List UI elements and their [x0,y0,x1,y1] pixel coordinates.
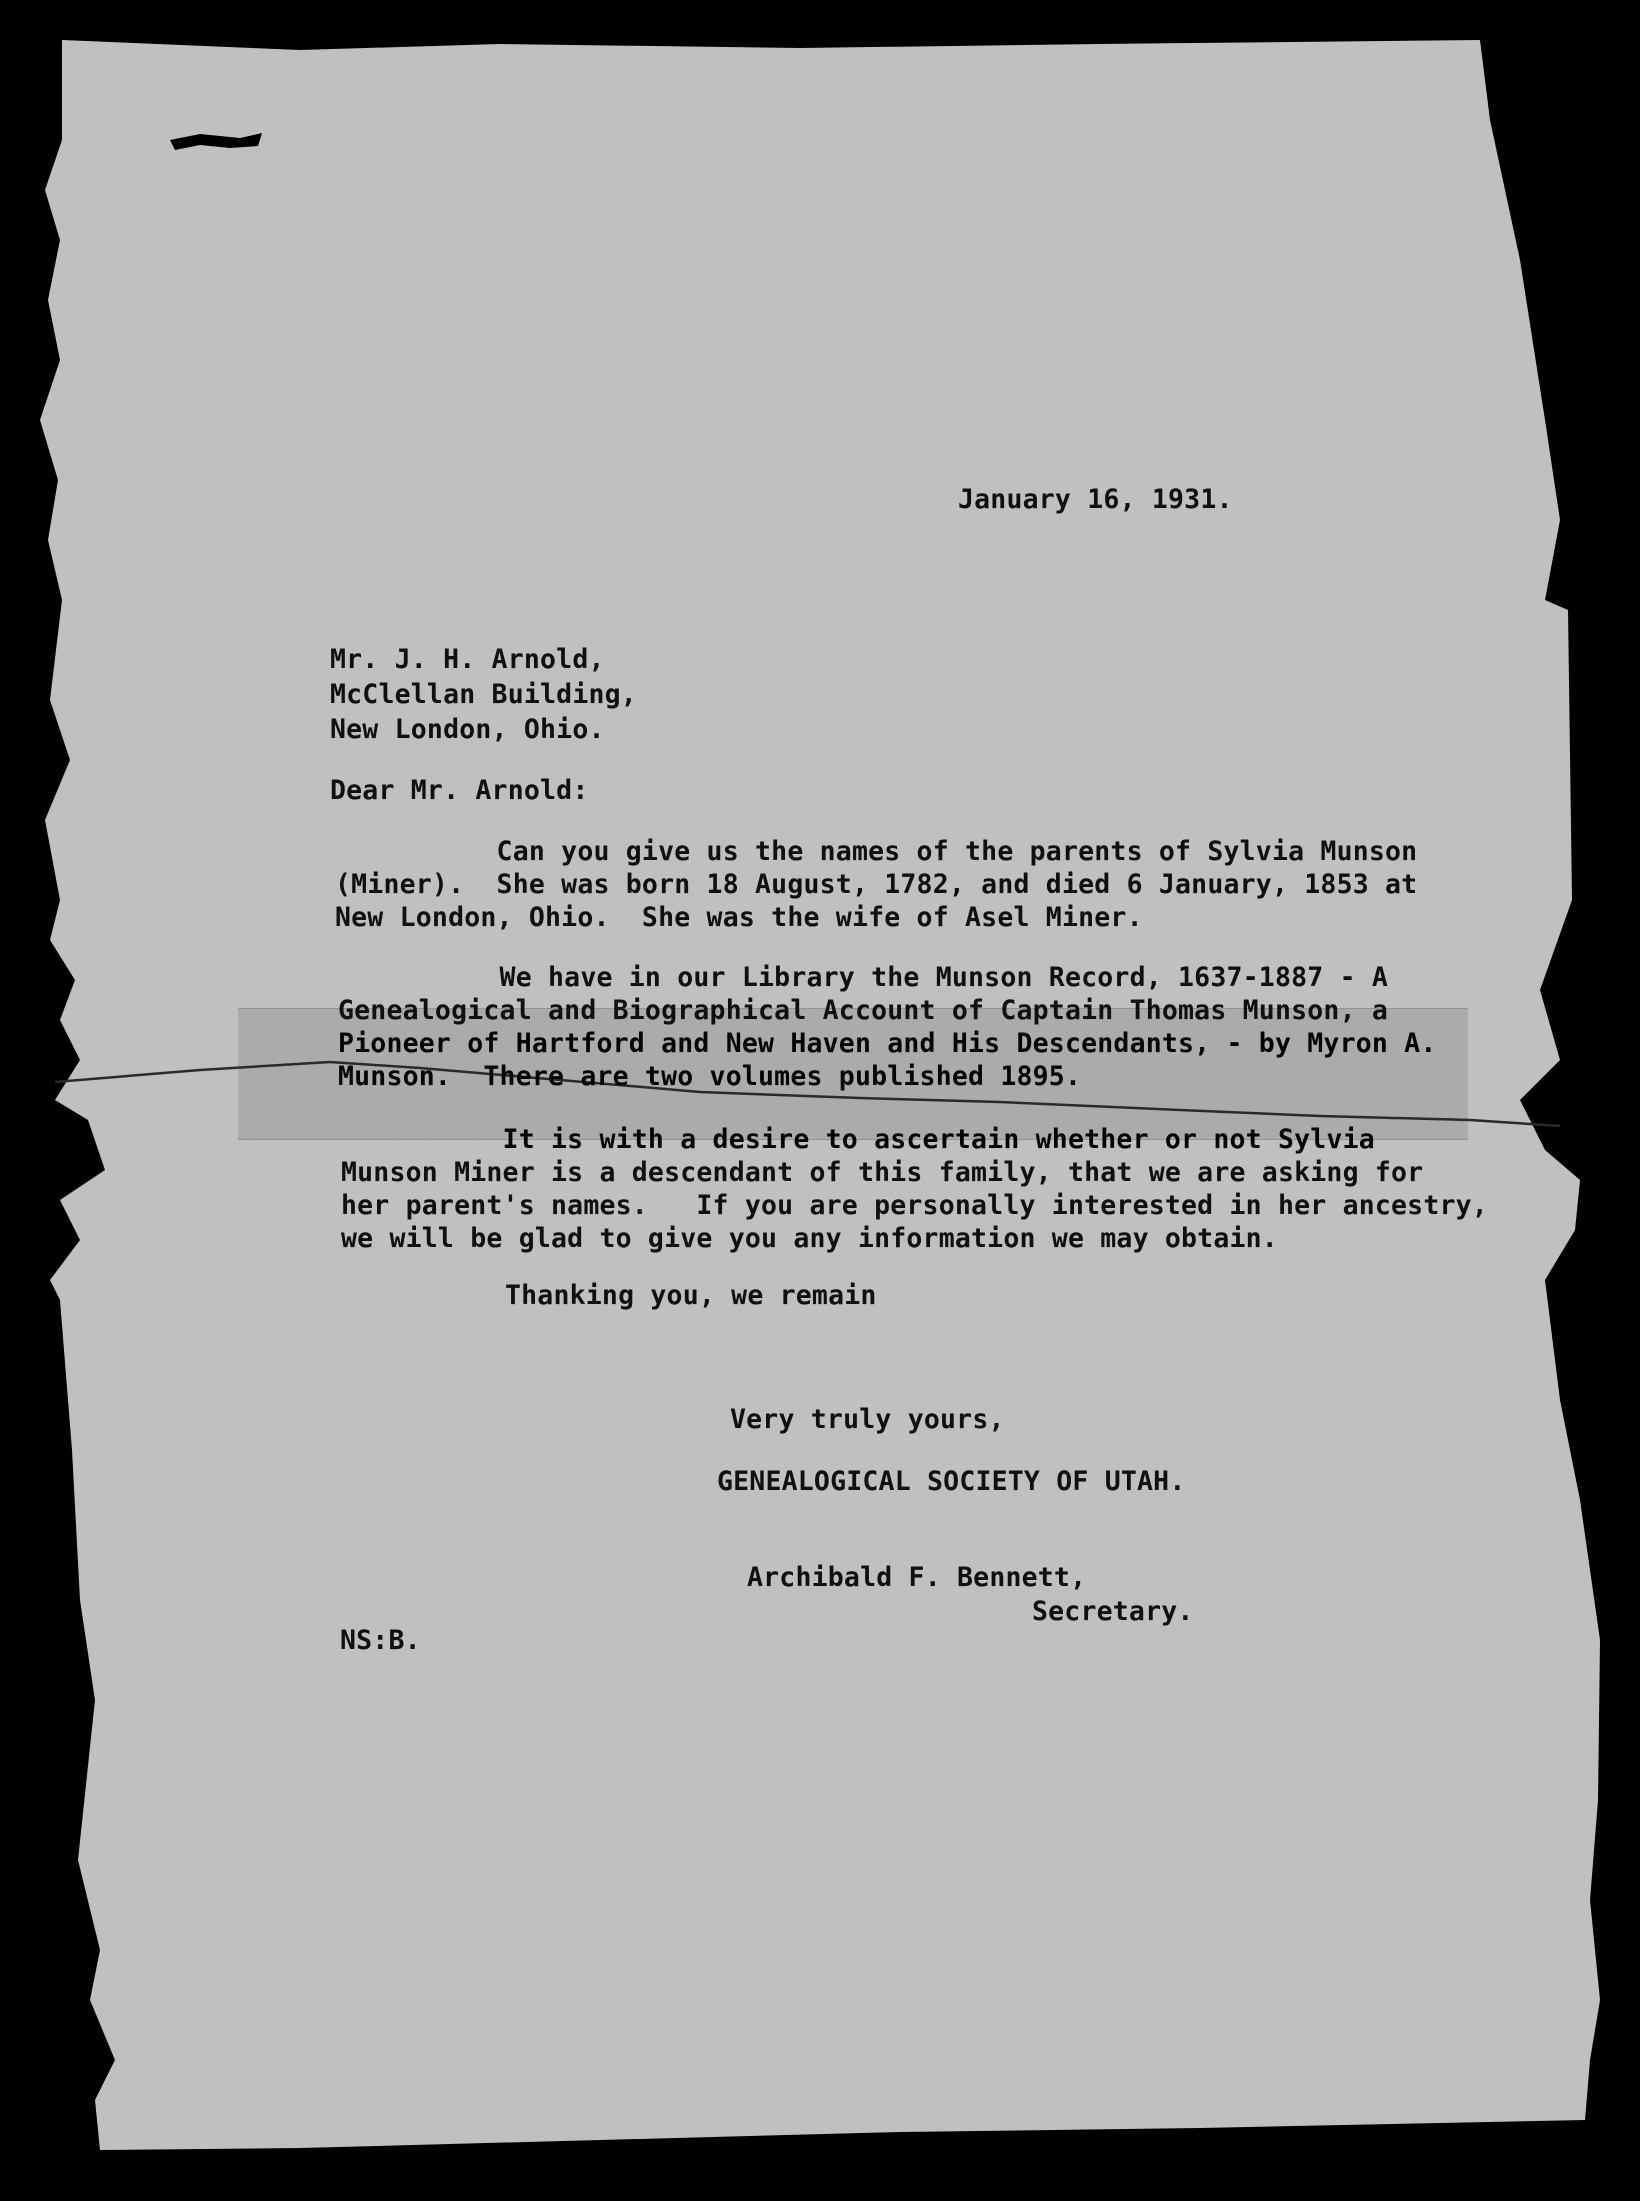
paragraph-2-line-4: Munson. There are two volumes published 1895. [338,1061,1082,1092]
paragraph-1-line-2: (Miner). She was born 18 August, 1782, and died 6 January, 1853 at [335,869,1418,900]
paragraph-3-line-2: Munson Miner is a descendant of this family, that we are asking for [341,1157,1424,1188]
recipient-name: Mr. J. H. Arnold, [330,644,605,675]
paragraph-2-line-1: We have in our Library the Munson Record, 1637-1887 - A [338,962,1389,993]
signer-title: Secretary. [1032,1596,1194,1627]
paragraph-3-line-1: It is with a desire to ascertain whether or not Sylvia [341,1124,1375,1155]
paragraph-3-line-4: we will be glad to give you any information we may obtain. [341,1223,1278,1254]
closing-line: Thanking you, we remain [505,1280,877,1311]
paragraph-1-line-3: New London, Ohio. She was the wife of Asel Miner. [335,902,1143,933]
recipient-building: McClellan Building, [330,679,637,710]
signer-name: Archibald F. Bennett, [747,1562,1087,1593]
letter-date: January 16, 1931. [958,484,1233,515]
typist-initials: NS:B. [340,1625,421,1656]
salutation: Dear Mr. Arnold: [330,775,589,806]
paragraph-1-line-1: Can you give us the names of the parents of Sylvia Munson [335,836,1418,867]
paragraph-2-line-3: Pioneer of Hartford and New Haven and His Descendants, - by Myron A. [338,1028,1437,1059]
valediction: Very truly yours, [730,1404,1005,1435]
paragraph-2-line-2: Genealogical and Biographical Account of Captain Thomas Munson, a [338,995,1389,1026]
organization-name: GENEALOGICAL SOCIETY OF UTAH. [717,1466,1186,1497]
paragraph-3-line-3: her parent's names. If you are personally interested in her ancestry, [341,1190,1488,1221]
recipient-city: New London, Ohio. [330,714,605,745]
